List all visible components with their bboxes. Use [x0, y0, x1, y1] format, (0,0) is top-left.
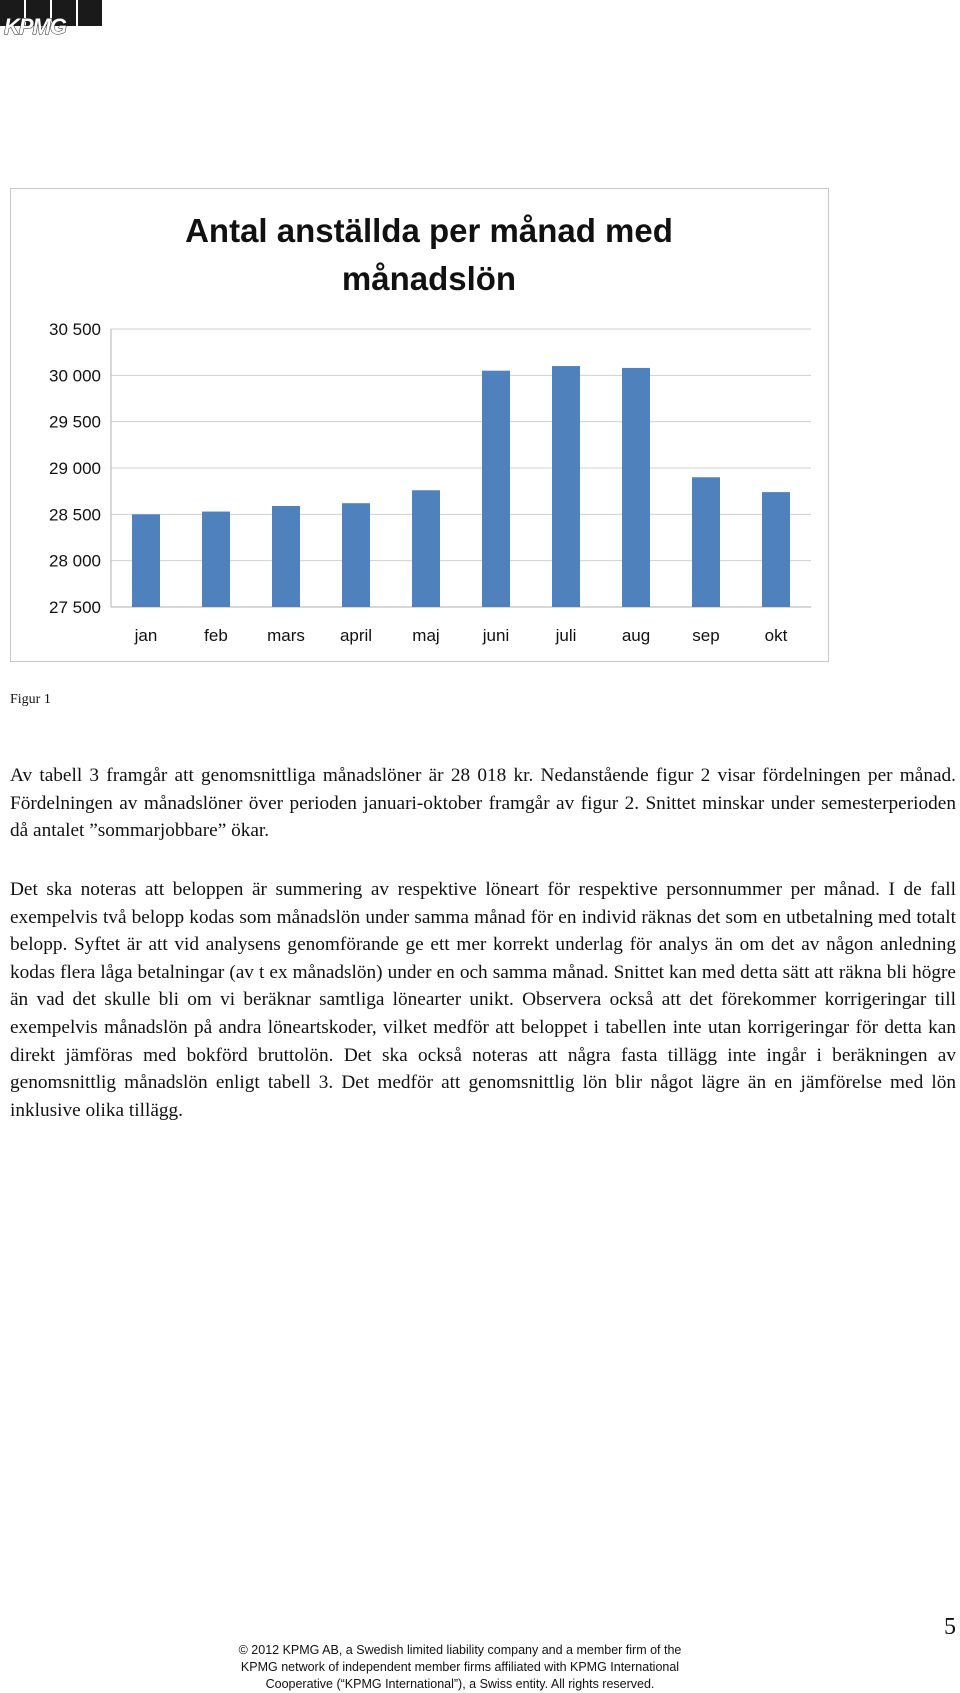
- footer-line-1: © 2012 KPMG AB, a Swedish limited liability company and a member firm of the: [238, 1643, 682, 1657]
- paragraph-1: Av tabell 3 framgår att genomsnittliga månadslöner är 28 018 kr. Nedanstående figur 2 visar fördelningen per månad. Fördelningen av månadslöner över perioden januari-oktober framgår av figur 2. Snittet minskar under semesterperioden då antalet ”sommarjobbare” ökar.: [10, 765, 956, 842]
- chart-title-line-2: månadslön: [341, 260, 517, 297]
- bar-sep: [692, 477, 720, 607]
- bar-jan: [132, 514, 160, 607]
- x-tick-label: feb: [204, 626, 228, 645]
- bar-chart: [10, 188, 829, 662]
- x-tick-label: mars: [267, 626, 305, 645]
- logo-text: KPMG: [4, 14, 66, 39]
- x-tick-label: jan: [134, 626, 158, 645]
- y-tick-label: 29 500: [49, 412, 101, 432]
- bar-juli: [552, 366, 580, 607]
- bar-chart-svg: [11, 189, 828, 661]
- y-tick-label: 28 000: [49, 551, 101, 571]
- x-tick-label: okt: [764, 626, 788, 645]
- footer: [140, 1642, 780, 1693]
- bar-juni: [482, 371, 510, 607]
- footer-line-3: Cooperative (“KPMG International”), a Swiss entity. All rights reserved.: [265, 1677, 655, 1691]
- paragraph-2: Det ska noteras att beloppen är summering av respektive löneart för respektive personnummer per månad. I de fall exempelvis två belopp kodas som månadslön under samma månad för en individ räknas det som en utbetalning med totalt belopp. Syftet är att vid analysens genomförande ge ett mer korrekt underlag för analys än om det av någon anledning kodas flera låga betalningar (av t ex månadslön) under en och samma månad. Snittet kan med detta sätt att räkna bli högre än vad det skulle bli om vi beräknar samtliga lönearter unikt. Observera också att det förekommer korrigeringar till exempelvis månadslön på andra löneartskoder, vilket medför att beloppet i tabellen inte utan korrigeringar för detta kan direkt jämföras med bokförd bruttolön. Det ska också noteras att några fasta tillägg inte ingår i beräkningen av genomsnittlig månadslön enligt tabell 3. Det medför att genomsnittlig lön blir något lägre än en jämförelse med lön inklusive olika tillägg.: [10, 879, 956, 1121]
- x-tick-label: maj: [412, 626, 440, 645]
- x-tick-label: aug: [621, 626, 651, 645]
- bar-maj: [412, 490, 440, 607]
- logo-block: [78, 0, 102, 26]
- y-tick-label: 30 500: [49, 320, 101, 339]
- bar-april: [342, 503, 370, 607]
- figure-caption: Figur 1: [10, 692, 51, 707]
- x-tick-label: juni: [482, 626, 510, 645]
- x-tick-label: juli: [555, 626, 577, 645]
- x-tick-label: april: [339, 626, 373, 645]
- y-tick-label: 30 000: [49, 366, 101, 386]
- chart-title-line-1: Antal anställda per månad med: [185, 212, 673, 249]
- x-tick-label: sep: [692, 626, 720, 645]
- bar-feb: [202, 512, 230, 607]
- bar-okt: [762, 492, 790, 607]
- y-tick-label: 28 500: [49, 505, 101, 525]
- y-tick-label: 29 000: [49, 459, 101, 478]
- bar-aug: [622, 368, 650, 607]
- kpmg-logo: [0, 0, 104, 38]
- page-number: 5: [944, 1614, 956, 1640]
- y-tick-label: 27 500: [49, 598, 101, 617]
- bar-mars: [272, 506, 300, 607]
- footer-line-2: KPMG network of independent member firms affiliated with KPMG International: [240, 1660, 680, 1674]
